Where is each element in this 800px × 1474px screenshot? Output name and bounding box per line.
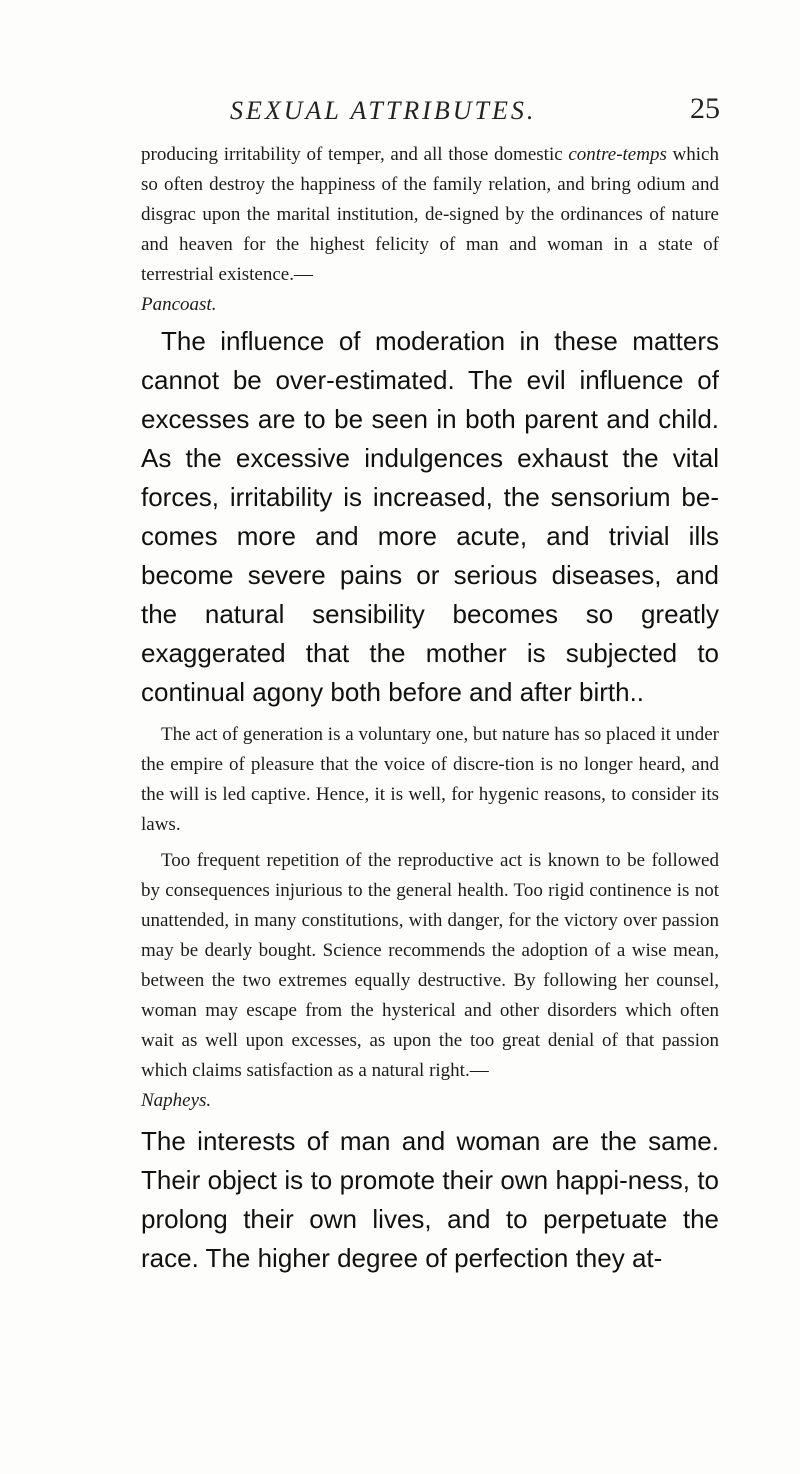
page-header xyxy=(140,92,720,132)
running-head: SEXUAL ATTRIBUTES. xyxy=(230,96,537,125)
italic-term: contre-temps xyxy=(568,144,667,165)
paragraph-tail: which so often destroy the happiness of the family relation, and bring odium and disgrac upon the marital institution, de-signed by the ordinances of nature and heaven for the highest felicity of man and woman in a state of terrestrial existence.— xyxy=(141,144,719,285)
attribution-pancoast: Pancoast. xyxy=(141,294,217,315)
page-number: 25 xyxy=(690,92,720,125)
paragraph-generation: The act of generation is a voluntary one, but nature has so placed it under the empire of pleasure that the voice of discre-tion is no longer heard, and the will is led captive. Hence, it is well, for hygenic reasons, to consider its laws. xyxy=(141,724,719,835)
paragraph-lead: producing irritability of temper, and all those domestic xyxy=(141,144,569,165)
attribution-napheys: Napheys. xyxy=(141,1090,212,1111)
paragraph-repetition xyxy=(141,846,719,1116)
paragraph-moderation: The influence of moderation in these matters cannot be over-estimated. The evil influence of excesses are to be seen in both parent and child. As the excessive indulgences exhaust the vital forces, irritability is increased, the sensorium be-comes more and more acute, and trivial ills become severe pains or serious diseases, and the natural sensibility becomes so greatly exaggerated that the mother is subjected to continual agony both before and after birth.. xyxy=(141,326,719,707)
paragraph-pancoast-quote xyxy=(141,140,719,320)
paragraph-interests: The interests of man and woman are the same. Their object is to promote their own happi-ness, to prolong their own lives, and to perpetuate the race. The higher degree of perfection they at- xyxy=(141,1126,719,1273)
paragraph-body: Too frequent repetition of the reproductive act is known to be followed by consequences injurious to the general health. Too rigid continence is not unattended, in many constitutions, with danger, for the victory over passion may be dearly bought. Science recommends the adoption of a wise mean, between the two extremes equally destructive. By following her counsel, woman may escape from the hysterical and other disorders which often wait as well upon excesses, as upon the too great denial of that passion which claims satisfaction as a natural right.— xyxy=(141,850,719,1081)
body-text xyxy=(141,140,719,1278)
